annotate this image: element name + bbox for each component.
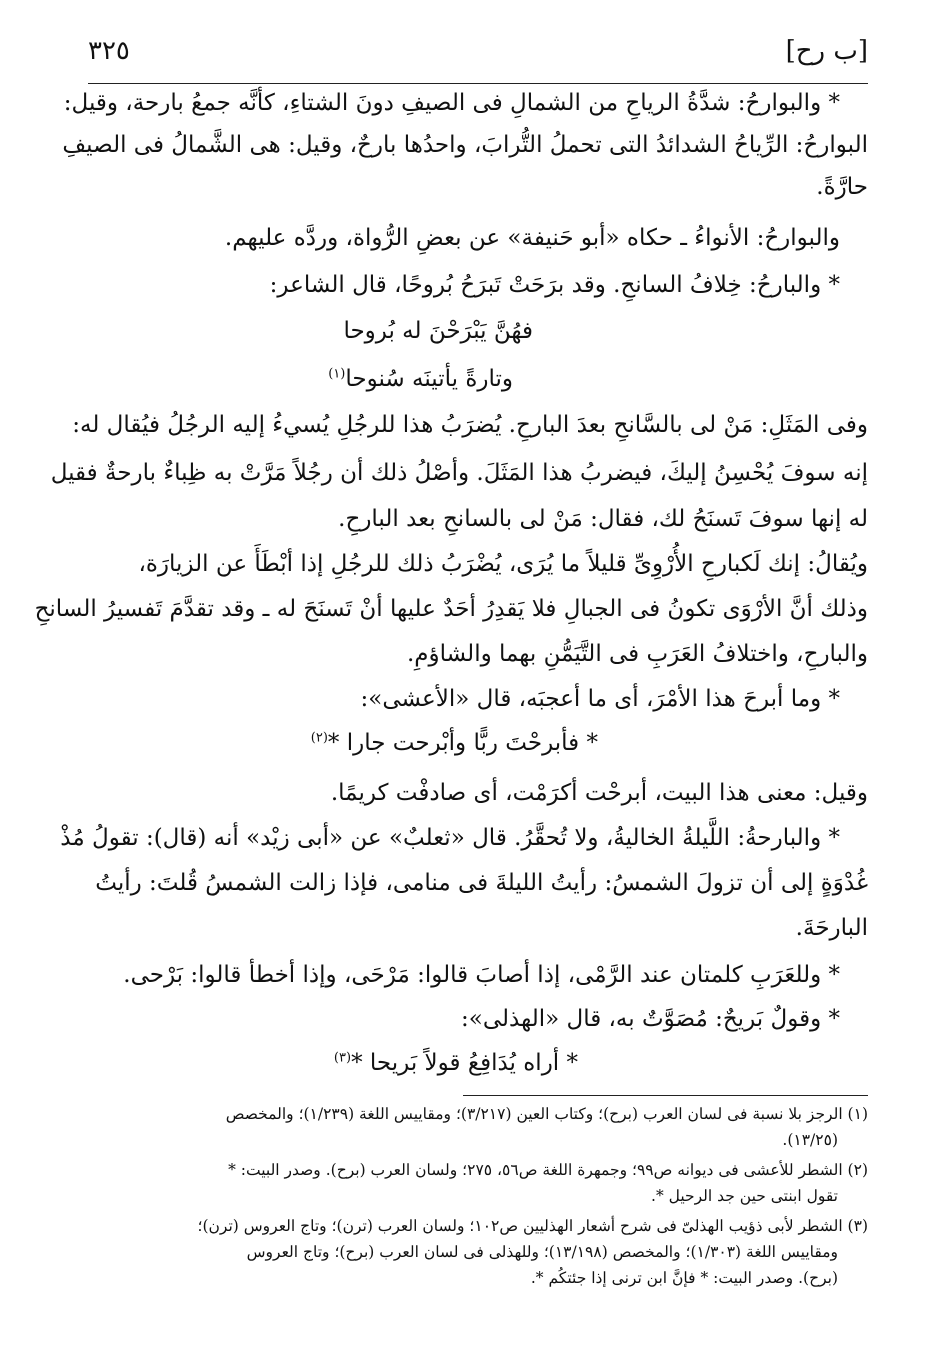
footnote-line: (برح). وصدر البيت: * فإنَّ ابن ترنى إذا جئتكُم *. — [530, 1269, 838, 1287]
text-line: * وللعَرَبِ كلمتان عند الرَّمْى، إذا أصابَ قالوا: مَرْحَى، وإذا أخطأ قالوا: بَرْحى. — [123, 962, 840, 988]
text-line: والبوارحُ: الأنواءُ ـ حكاه «أبو حَنيفة» عن بعضِ الرُّواة، وردَّه عليهم. — [224, 225, 840, 251]
verse-line — [311, 730, 598, 770]
text-line: غُدْوَةٍ إلى أن تزولَ الشمسُ: رأيتُ الليلةَ فى منامى، فإذا زالت الشمسُ قُلتَ: رأيتُ — [95, 870, 868, 896]
header-divider — [88, 83, 868, 84]
text-line: له إنها سوفَ تَسنَحُ لك، فقال: مَنْ لى بالسانحِ بعد البارحِ. — [338, 506, 868, 532]
footnote-ref: (٣) — [333, 1050, 352, 1066]
text-line: البارحَةَ. — [795, 915, 868, 941]
footnote-line: تقول ابنتى حين جد الرحيل *. — [651, 1187, 838, 1205]
text-line: وقيل: معنى هذا البيت، أبرحْت أكرَمْت، أى صادفْت كريمًا. — [330, 780, 868, 806]
text-line: * والبارحةُ: اللَّيلةُ الخاليةُ، ولا تُحقَّرُ. قال «ثعلبٌ» عن «أبى زيْد» أنه (قال): تقولُ مُذْ — [60, 825, 840, 851]
text-line: وفى المَثَلِ: مَنْ لى بالسَّانحِ بعدَ البارحِ. يُضرَبُ هذا للرجُلِ يُسيءُ إليه الرجُلُ فيُقال له: — [72, 412, 868, 438]
footnote-ref: (١) — [328, 366, 346, 382]
footnote-line: (١) الرجز بلا نسبة فى لسان العرب (برح)؛ وكتاب العين (٣/٢١٧)؛ ومقاييس اللغة (١/٢٣٩)؛ والمخصص — [225, 1105, 868, 1123]
verse-text: * أراه يُدَافِعُ قولاً بَريحا * — [351, 1050, 578, 1076]
text-line: وذلك أنَّ الأرْوَى تكونُ فى الجبالِ فلا يَقدِرُ أحَدٌ عليها أنْ تَسنَحَ له ـ وقد تقدَّمَ تَفسيرُ السانحِ — [34, 596, 868, 622]
text-line: * وقولٌ بَريحٌ: مُصَوَّتٌ به، قال «الهذلى»: — [461, 1006, 840, 1032]
text-line: إنه سوفَ يُحْسِنُ إليكَ، فيضربُ هذا المَثَلَ. وأصْلُ ذلك أن رجُلاً مَرَّتْ به ظِباءٌ بارحةٌ فقيل — [50, 460, 868, 486]
page-number: ٣٢٥ — [88, 36, 130, 66]
text-line: * وما أبرحَ هذا الأمْرَ، أى ما أعجبَه، قال «الأعشى»: — [360, 686, 840, 712]
footnote-ref: (٢) — [310, 730, 328, 746]
footnote-line: (١٣/٢٥). — [782, 1131, 838, 1149]
text-line: والبارحِ، واختلافُ العَرَبِ فى التَّيَمُّنِ بهما والشاؤمِ. — [407, 641, 868, 667]
verse-line — [334, 1050, 578, 1090]
footnote-divider — [463, 1095, 868, 1096]
text-line: * والبارحُ: خِلافُ السانحِ. وقد برَحَتْ تَبرَحُ بُروحًا، قال الشاعر: — [269, 272, 840, 298]
root-heading: [ب رح] — [785, 36, 868, 66]
text-line: البوارحُ: الرِّياحُ الشدائدُ التى تحملُ التُّرابَ، واحدُها بارحٌ، وقيل: هى الشَّمالُ فى الصيفِ — [62, 132, 868, 158]
verse-line — [328, 366, 513, 406]
footnote-line: (٣) الشطر لأبى ذؤيب الهذلىّ فى شرح أشعار الهذليين ص١٠٢؛ ولسان العرب (ترن)؛ وتاج العروس (ترن)؛ — [197, 1217, 868, 1235]
page-header — [88, 36, 868, 84]
verse-line: فهُنَّ يَبْرَحْنَ له بُروحا — [343, 318, 533, 344]
footnote-line: ومقاييس اللغة (١/٣٠٣)؛ والمخصص (١٣/١٩٨)؛ وللهذلى فى لسان العرب (برح)؛ وتاج العروس — [246, 1243, 838, 1261]
text-line: حارَّةً. — [816, 174, 868, 200]
footnote-line: (٢) الشطر للأعشى فى ديوانه ص٩٩؛ وجمهرة اللغة ص٥٦، ٢٧٥؛ ولسان العرب (برح). وصدر البيت: * — [228, 1161, 868, 1179]
text-line: * والبوارحُ: شدَّةُ الرياحِ من الشمالِ فى الصيفِ دونَ الشتاءِ، كأنَّه جمعُ بارحة، وقيل: — [63, 90, 840, 116]
verse-text: * فأبرحْتَ ربًّا وأبْرحت جارا * — [327, 730, 598, 756]
text-line: ويُقالُ: إنك لَكبارحِ الأُرْوِىِّ قليلاً ما يُرَى، يُضْرَبُ ذلك للرجُلِ إذا أبْطَأَ عن الزيارَة، — [138, 551, 868, 577]
verse-text: وتارةً يأتينَه سُنوحا — [345, 366, 513, 392]
